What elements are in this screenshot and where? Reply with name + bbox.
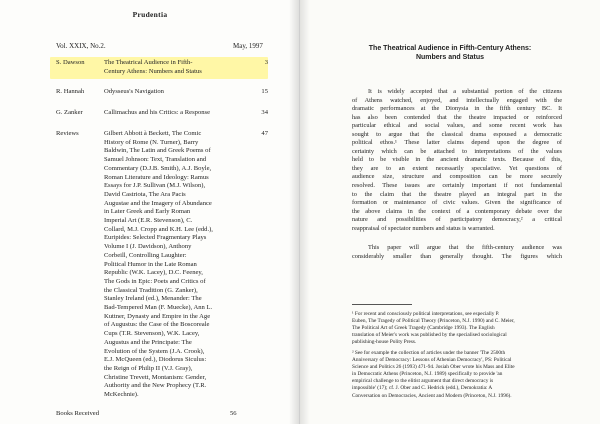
footnote-line: translation of Meier's work was published by the specialised sociological: [352, 332, 507, 339]
body-paragraph-2: [352, 244, 562, 261]
body-line: It is widely accepted that a substantial portion of the citizens: [368, 88, 562, 95]
gutter-shadow: [289, 0, 299, 424]
footnote-line: publishing-house Polity Press.: [352, 339, 417, 346]
toc-title-line: Century Athens: Numbers and Status: [104, 67, 202, 75]
footnote-line: impossible' (17); cf. J. Ober and C. Hedrick (edd.), Demokratia: A: [352, 385, 493, 392]
review-line: Kuttner, Dynasty and Empire in the Age: [104, 312, 211, 320]
toc-title-line: The Theatrical Audience in Fifth-: [104, 59, 193, 66]
review-line: Volume I (J. Davidson), Anthony: [104, 243, 192, 251]
toc-entry-dawson[interactable]: [56, 59, 266, 77]
review-line: Political Humor in the Late Roman: [104, 260, 197, 268]
toc-title: [104, 59, 244, 76]
books-received-label[interactable]: Books Received: [56, 410, 100, 417]
toc-entry-zanker[interactable]: [56, 109, 266, 118]
body-line: audience size, structure and composition can be more securely: [352, 173, 562, 181]
body-line: reappraisal of spectator numbers and status is warranted.: [352, 224, 495, 232]
footnote-line: ¹ For recent and consciously political interpretations, see especially P.: [352, 311, 500, 317]
body-line: the above claims in the context of a contemporary debate over the: [352, 207, 562, 215]
toc-page: 3: [264, 59, 268, 66]
review-line: Gilbert Abbott à Beckett, The Comic: [104, 130, 202, 137]
body-line: particular ethical and social values, and some recent work has: [352, 122, 562, 130]
toc-author: S. Dawson: [56, 59, 85, 66]
footnote-line: Euben, The Tragedy of Political Theory (Princeton, N.J. 1990) and C. Meier,: [352, 318, 515, 325]
review-line: Roman Literature and Ideology: Ramus: [104, 173, 209, 181]
body-line: dramatic performances at the Dionysia in the fifth century BC. It: [352, 105, 562, 113]
review-line: Republic (W.K. Lacey), D.C. Feeney,: [104, 269, 203, 277]
footnote-line: Conversation on Democracies, Ancient and Modern (Princeton, N.J. 1996).: [352, 392, 512, 399]
review-line: Imperial Art (E.R. Stevenson), C.: [104, 217, 193, 225]
review-line: Corbeill, Controlling Laughter:: [104, 251, 187, 259]
footnote-line: ² See for example the collection of articles under the banner 'The 2500th: [352, 350, 506, 356]
footnote-line: Science and Politics 26 (1993) 471-94. Josiah Ober wrote his Mass and Elite: [352, 364, 515, 371]
footnote-line: Anniversary of Democracy: Lessons of Athenian Democracy', PS: Political: [352, 357, 512, 364]
review-line: Essays for J.P. Sullivan (M.J. Wilson),: [104, 182, 206, 190]
toc-page: 47: [261, 130, 268, 137]
footnote-2: [352, 350, 562, 400]
footnote-1: [352, 311, 562, 346]
review-line: of Augustus: the Case of the Boscoreale: [104, 321, 210, 329]
body-line: has also been contended that the theatre impacted or reinforced: [352, 113, 562, 121]
review-line: McKechnie).: [104, 391, 139, 399]
review-line: Bad-Tempered Man (F. Muecke), Ann L.: [104, 304, 213, 312]
footnote-line: The Political Art of Greek Tragedy (Cambridge 1993). The English: [352, 325, 495, 332]
review-line: Stanley Ireland (ed.), Menander: The: [104, 295, 202, 303]
body-line: held to be visible in the ancient dramatic texts. Because of this,: [352, 156, 562, 164]
issue-date: May, 1997: [233, 42, 263, 50]
review-line: Authority and the New Prophecy (T.R.: [104, 382, 207, 390]
footnote-line: empirical challenge to the elitist argument that direct democracy is: [352, 378, 494, 385]
body-line: certainty which can be attached to interpretations of the values: [352, 147, 562, 155]
review-line: Baldwin, The Latin and Greek Poems of: [104, 147, 211, 155]
review-line: Collard, M.J. Cropp and K.H. Lee (edd.),: [104, 225, 213, 233]
body-line: of Athens watched, enjoyed, and intellectually engaged with the: [352, 96, 562, 104]
reviews-label: Reviews: [56, 130, 79, 137]
body-line: to the claim that the theatre played an integral part in the: [352, 190, 562, 198]
review-line: the Reign of Philip II (V.J. Gray),: [104, 364, 193, 372]
body-line: formation or maintenance of civic values. Given the significance of: [352, 199, 562, 207]
article-title-line: The Theatrical Audience in Fifth-Century Athens:: [368, 45, 532, 52]
toc-entry-reviews[interactable]: [56, 130, 266, 406]
body-line: they are to an extent necessarily speculative. Yet questions of: [352, 164, 562, 172]
review-line: the Classical Tradition (G. Zanker),: [104, 286, 198, 294]
toc-title: Odysseus's Navigation: [104, 88, 164, 95]
review-line: Augustus and the Principate: The: [104, 338, 192, 346]
review-line: Christine Trevett, Montanism: Gender,: [104, 373, 207, 381]
article-title-line: Numbers and Status: [415, 54, 485, 61]
toc-page: 34: [261, 109, 268, 116]
footnote-line: in Democratic Athens (Princeton, N.J. 1989) specifically to provide 'an: [352, 371, 503, 378]
gutter-shadow: [300, 0, 310, 424]
footnote-rule: [352, 304, 412, 305]
article-title: [330, 44, 570, 62]
toc-author: R. Hannah: [56, 88, 85, 95]
review-line: Augustae and the Imagery of Abundance: [104, 199, 212, 207]
review-line: History of Rome (N. Turner), Barry: [104, 138, 199, 146]
reviews-list: [104, 130, 250, 400]
journal-title: Prudentia: [132, 10, 168, 19]
body-line: nature and possibilities of participatory democracy,² a critical: [352, 216, 562, 224]
review-line: Evolution of the System (J.A. Crook),: [104, 347, 205, 355]
toc-entry-hannah[interactable]: [56, 88, 266, 97]
body-line: resolved. These issues are certainly important if not fundamental: [352, 182, 562, 190]
review-line: Samuel Johnson: Text, Translation and: [104, 156, 207, 164]
body-paragraph-1: [352, 88, 562, 233]
body-line: sought to argue that the classical drama espoused a democratic: [352, 130, 562, 138]
page-number: 56: [230, 410, 237, 417]
review-line: Commentary (D.J.B. Smith), A.J. Boyle,: [104, 164, 212, 172]
review-line: Euripides: Selected Fragmentary Plays: [104, 234, 207, 242]
review-line: E.J. McQueen (ed.), Diodorus Siculus:: [104, 356, 207, 364]
toc-author: G. Zanker: [56, 109, 83, 116]
review-line: Cups (T.R. Stevenson), W.K. Lacey,: [104, 330, 200, 338]
body-line: considerably smaller than generally thought. The figures which: [352, 252, 562, 260]
review-line: The Gods in Epic: Poets and Critics of: [104, 277, 206, 285]
right-page: [300, 0, 600, 424]
body-line: This paper will argue that the fifth-century audience was: [368, 244, 562, 251]
toc-title: Callimachus and his Critics: a Response: [104, 109, 211, 116]
toc-page: 15: [261, 88, 268, 95]
review-line: in Later Greek and Early Roman: [104, 208, 191, 216]
volume-label: Vol. XXIX, No.2.: [56, 42, 106, 50]
body-line: political ethos.¹ These latter claims depend upon the degree of: [352, 139, 562, 147]
review-line: David Castriota, The Ara Pacis: [104, 190, 186, 198]
